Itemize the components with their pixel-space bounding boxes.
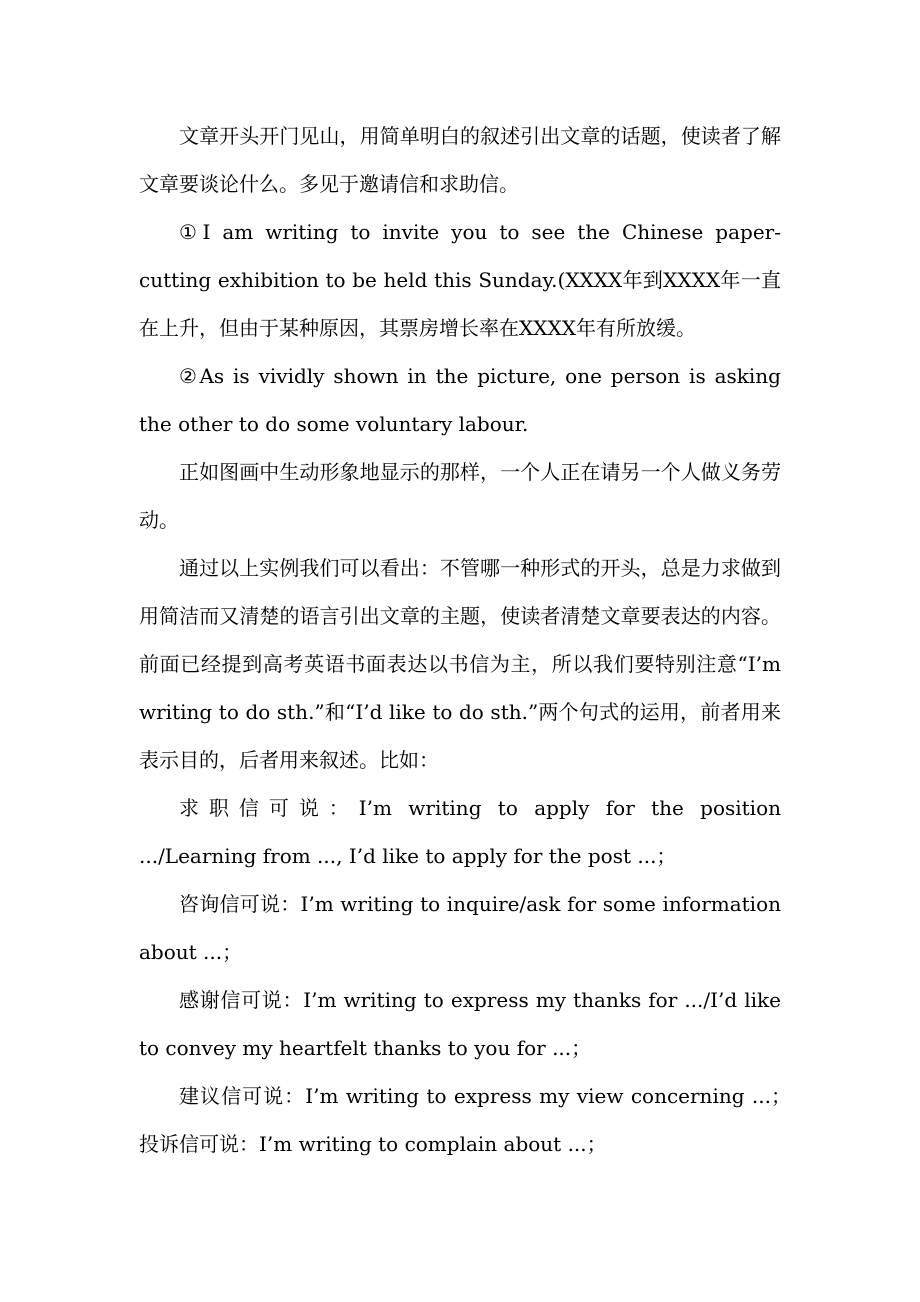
document-body bbox=[139, 112, 801, 1168]
paragraph-example-2: ②As is vividly shown in the picture, one person is asking the other to do some voluntary labour. bbox=[139, 364, 781, 436]
paragraph-intro: 文章开头开门见山，用简单明白的叙述引出文章的话题，使读者了解文章要谈论什么。多见于邀请信和求助信。 bbox=[139, 124, 781, 196]
paragraph-example-2-translation: 正如图画中生动形象地显示的那样，一个人正在请另一个人做义务劳动。 bbox=[139, 460, 781, 532]
paragraph-summary: 通过以上实例我们可以看出：不管哪一种形式的开头，总是力求做到用简洁而又清楚的语言引出文章的主题，使读者清楚文章要表达的内容。前面已经提到高考英语书面表达以书信为主，所以我们要特别注意“I’m writing to do sth.”和“I’d like to do sth.”两个句式的运用，前者用来表示目的，后者用来叙述。比如： bbox=[139, 556, 781, 772]
paragraph-inquiry: 咨询信可说：I’m writing to inquire/ask for some information about ...； bbox=[139, 892, 781, 964]
paragraph-job-application: 求职信可说：I’m writing to apply for the position .../Learning from ..., I’d like to apply for the post ...； bbox=[139, 796, 781, 868]
paragraph-suggestion-complaint: 建议信可说：I’m writing to express my view concerning ...； 投诉信可说：I’m writing to complain about ...； bbox=[139, 1084, 801, 1156]
paragraph-thanks: 感谢信可说：I’m writing to express my thanks for .../I’d like to convey my heartfelt thanks to you for ...； bbox=[139, 988, 781, 1060]
paragraph-example-1: ①I am writing to invite you to see the Chinese paper-cutting exhibition to be held this Sunday.(XXXX年到XXXX年一直在上升，但由于某种原因，其票房增长率在XXXX年有所放缓。 bbox=[139, 220, 781, 340]
